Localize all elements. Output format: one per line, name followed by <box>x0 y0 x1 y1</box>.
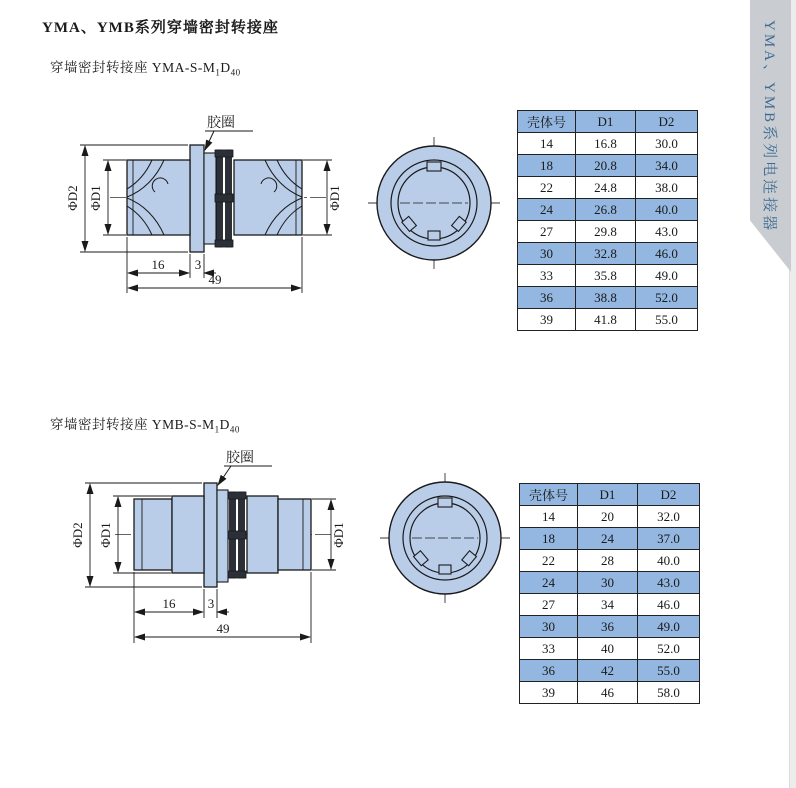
left-body <box>172 496 204 573</box>
table-cell: 49.0 <box>636 265 698 287</box>
table-cell: 55.0 <box>636 309 698 331</box>
gasket-callout <box>205 115 253 150</box>
col-header-d1: D1 <box>576 111 636 133</box>
table-cell: 36 <box>578 616 638 638</box>
table-cell: 46.0 <box>638 594 700 616</box>
table-row <box>520 550 700 572</box>
ymb-spec-table <box>519 483 700 704</box>
section2-model-code: YMB-$S-M_1D_{40}$ <box>151 417 240 435</box>
table-cell: 30.0 <box>636 133 698 155</box>
table-cell: 24 <box>518 199 576 221</box>
col-header-shell: 壳体号 <box>520 484 578 506</box>
dim-3-label: 3 <box>194 257 202 272</box>
table-cell: 20 <box>578 506 638 528</box>
table-cell: 55.0 <box>638 660 700 682</box>
col-header-d2: D2 <box>638 484 700 506</box>
table-row <box>518 221 698 243</box>
table-cell: 43.0 <box>638 572 700 594</box>
table-cell: 52.0 <box>636 287 698 309</box>
dim-16-label: 16 <box>151 257 165 272</box>
table-cell: 30 <box>578 572 638 594</box>
table-cell: 35.8 <box>576 265 636 287</box>
page-title: YMA、YMB系列穿墙密封转接座 <box>42 20 279 36</box>
table-row <box>520 682 700 704</box>
table-cell: 33 <box>518 265 576 287</box>
dim-phi-d2-label: ΦD2 <box>70 522 85 548</box>
table-cell: 27 <box>518 221 576 243</box>
left-end-cap <box>134 499 172 570</box>
flange <box>204 483 217 587</box>
dim-phi-d1-left-label: ΦD1 <box>88 185 103 211</box>
table-cell: 32.0 <box>638 506 700 528</box>
collar <box>217 490 228 582</box>
table-row <box>520 638 700 660</box>
table-cell: 28 <box>578 550 638 572</box>
table-cell: 46.0 <box>636 243 698 265</box>
table-cell: 24 <box>578 528 638 550</box>
dim-phi-d1-right-label: ΦD1 <box>331 522 346 548</box>
table-row <box>520 594 700 616</box>
table-cell: 18 <box>520 528 578 550</box>
table-row <box>520 506 700 528</box>
table-row <box>518 133 698 155</box>
table-row <box>518 309 698 331</box>
table-cell: 39 <box>520 682 578 704</box>
table-row <box>518 155 698 177</box>
table-cell: 38.8 <box>576 287 636 309</box>
table-cell: 22 <box>518 177 576 199</box>
section1-model-code: YMA-$S-M_1D_{40}$ <box>151 60 241 78</box>
table-row <box>520 572 700 594</box>
table-cell: 40 <box>578 638 638 660</box>
gasket-rings <box>215 150 233 247</box>
table-cell: 24 <box>520 572 578 594</box>
right-cylinder <box>234 160 302 235</box>
table-cell: 14 <box>520 506 578 528</box>
dim-49-label: 49 <box>208 272 222 287</box>
table-row <box>518 265 698 287</box>
table-header-row <box>518 111 698 133</box>
table-row <box>518 199 698 221</box>
table-cell: 36 <box>520 660 578 682</box>
table-cell: 46 <box>578 682 638 704</box>
table-cell: 20.8 <box>576 155 636 177</box>
table-cell: 26.8 <box>576 199 636 221</box>
dim-phi-d2-label: ΦD2 <box>65 185 80 211</box>
table-cell: 40.0 <box>638 550 700 572</box>
dim-16-label: 16 <box>162 596 176 611</box>
table-cell: 52.0 <box>638 638 700 660</box>
series-bookmark-label: YMA、YMB系列电连接器 <box>761 20 777 234</box>
ymb-technical-drawing <box>50 440 512 658</box>
dim-phi-d1-right-label: ΦD1 <box>327 185 342 211</box>
table-cell: 41.8 <box>576 309 636 331</box>
table-row <box>520 528 700 550</box>
col-header-shell: 壳体号 <box>518 111 576 133</box>
svg-text:胶圈: 胶圈 <box>226 451 254 466</box>
table-cell: 40.0 <box>636 199 698 221</box>
front-view <box>368 137 500 269</box>
table-cell: 49.0 <box>638 616 700 638</box>
table-cell: 38.0 <box>636 177 698 199</box>
table-cell: 37.0 <box>638 528 700 550</box>
gasket-callout <box>218 450 272 485</box>
dim-3-label: 3 <box>207 596 215 611</box>
table-cell: 58.0 <box>638 682 700 704</box>
table-cell: 24.8 <box>576 177 636 199</box>
table-header-row <box>520 484 700 506</box>
left-cylinder <box>127 160 190 235</box>
table-cell: 14 <box>518 133 576 155</box>
table-cell: 18 <box>518 155 576 177</box>
table-row <box>520 660 700 682</box>
table-cell: 30 <box>520 616 578 638</box>
dim-phi-d1-left-label: ΦD1 <box>98 522 113 548</box>
dim-49-label: 49 <box>216 621 230 636</box>
section2-subtitle-label: 穿墙密封转接座 <box>50 417 148 432</box>
right-body <box>247 496 278 573</box>
yma-technical-drawing <box>50 95 512 307</box>
section1-subtitle-label: 穿墙密封转接座 <box>50 60 148 75</box>
table-cell: 39 <box>518 309 576 331</box>
table-cell: 43.0 <box>636 221 698 243</box>
svg-text:胶圈: 胶圈 <box>207 116 235 131</box>
table-cell: 16.8 <box>576 133 636 155</box>
collar <box>204 153 216 244</box>
front-view <box>380 473 510 603</box>
flange <box>190 145 204 252</box>
table-cell: 34 <box>578 594 638 616</box>
table-cell: 22 <box>520 550 578 572</box>
table-cell: 30 <box>518 243 576 265</box>
table-cell: 27 <box>520 594 578 616</box>
table-cell: 34.0 <box>636 155 698 177</box>
section1-subtitle <box>50 56 241 78</box>
right-end-cap <box>278 499 311 570</box>
table-cell: 42 <box>578 660 638 682</box>
yma-spec-table <box>517 110 698 331</box>
table-row <box>518 177 698 199</box>
table-row <box>518 243 698 265</box>
table-row <box>520 616 700 638</box>
table-row <box>518 287 698 309</box>
table-cell: 32.8 <box>576 243 636 265</box>
table-cell: 33 <box>520 638 578 660</box>
section2-subtitle <box>50 413 240 435</box>
col-header-d1: D1 <box>578 484 638 506</box>
col-header-d2: D2 <box>636 111 698 133</box>
table-cell: 36 <box>518 287 576 309</box>
gasket-rings <box>228 492 246 578</box>
table-cell: 29.8 <box>576 221 636 243</box>
